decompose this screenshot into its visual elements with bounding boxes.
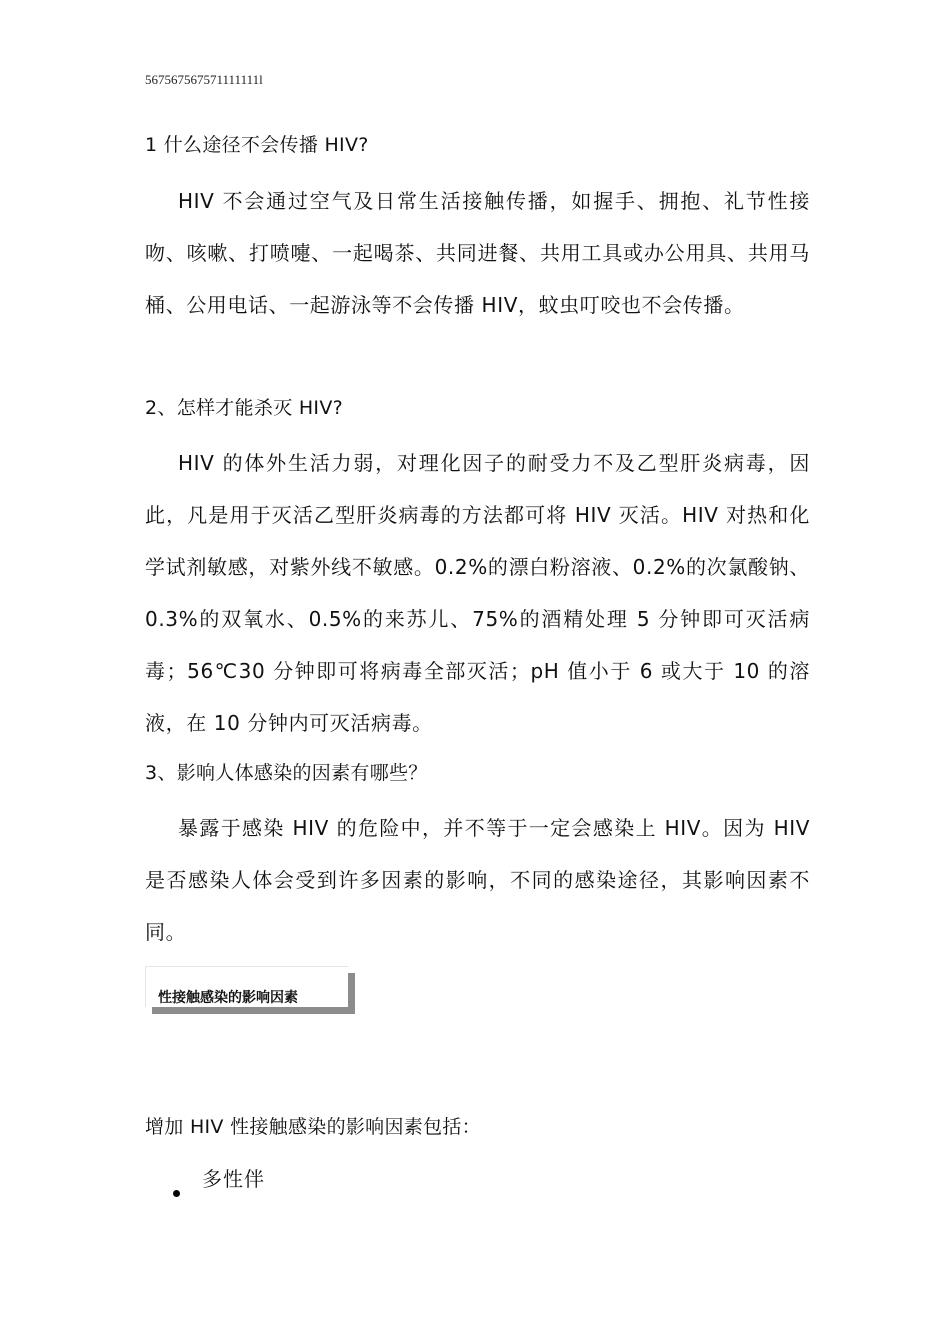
bullet-dot-icon xyxy=(173,1190,180,1197)
bullet-item: 多性伴 xyxy=(202,1167,265,1191)
section-tab-label: 性接触感染的影响因素 xyxy=(158,990,298,1006)
factors-intro: 增加 HIV 性接触感染的影响因素包括： xyxy=(145,1116,481,1138)
question-2: 2、怎样才能杀灭 HIV? xyxy=(145,397,344,419)
section-tab xyxy=(145,966,348,1007)
question-1: 1 什么途径不会传播 HIV? xyxy=(145,134,369,156)
header-code: 567567567571111111l xyxy=(145,72,263,87)
answer-3: 暴露于感染 HIV 的危险中，并不等于一定会感染上 HIV。因为 HIV 是否感染人体会受到许多因素的影响，不同的感染途径，其影响因素不同。 xyxy=(145,816,810,944)
answer-1: HIV 不会通过空气及日常生活接触传播，如握手、拥抱、礼节性接吻、咳嗽、打喷嚏、一起喝茶、共同进餐、共用工具或办公用具、共用马桶、公用电话、一起游泳等不会传播 HIV，蚊虫叮咬也不会传播。 xyxy=(145,189,810,317)
answer-2: HIV 的体外生活力弱，对理化因子的耐受力不及乙型肝炎病毒，因此，凡是用于灭活乙型肝炎病毒的方法都可将 HIV 灭活。HIV 对热和化学试剂敏感，对紫外线不敏感。0.2%的漂白粉溶液、0.2%的次氯酸钠、0.3%的双氧水、0.5%的来苏儿、75%的酒精处理 5 分钟即可灭活病毒；56℃30 分钟即可将病毒全部灭活；pH 值小于 6 或大于 10 的溶液，在 10 分钟内可灭活病毒。 xyxy=(145,451,810,735)
question-3: 3、影响人体感染的因素有哪些？ xyxy=(145,762,428,784)
